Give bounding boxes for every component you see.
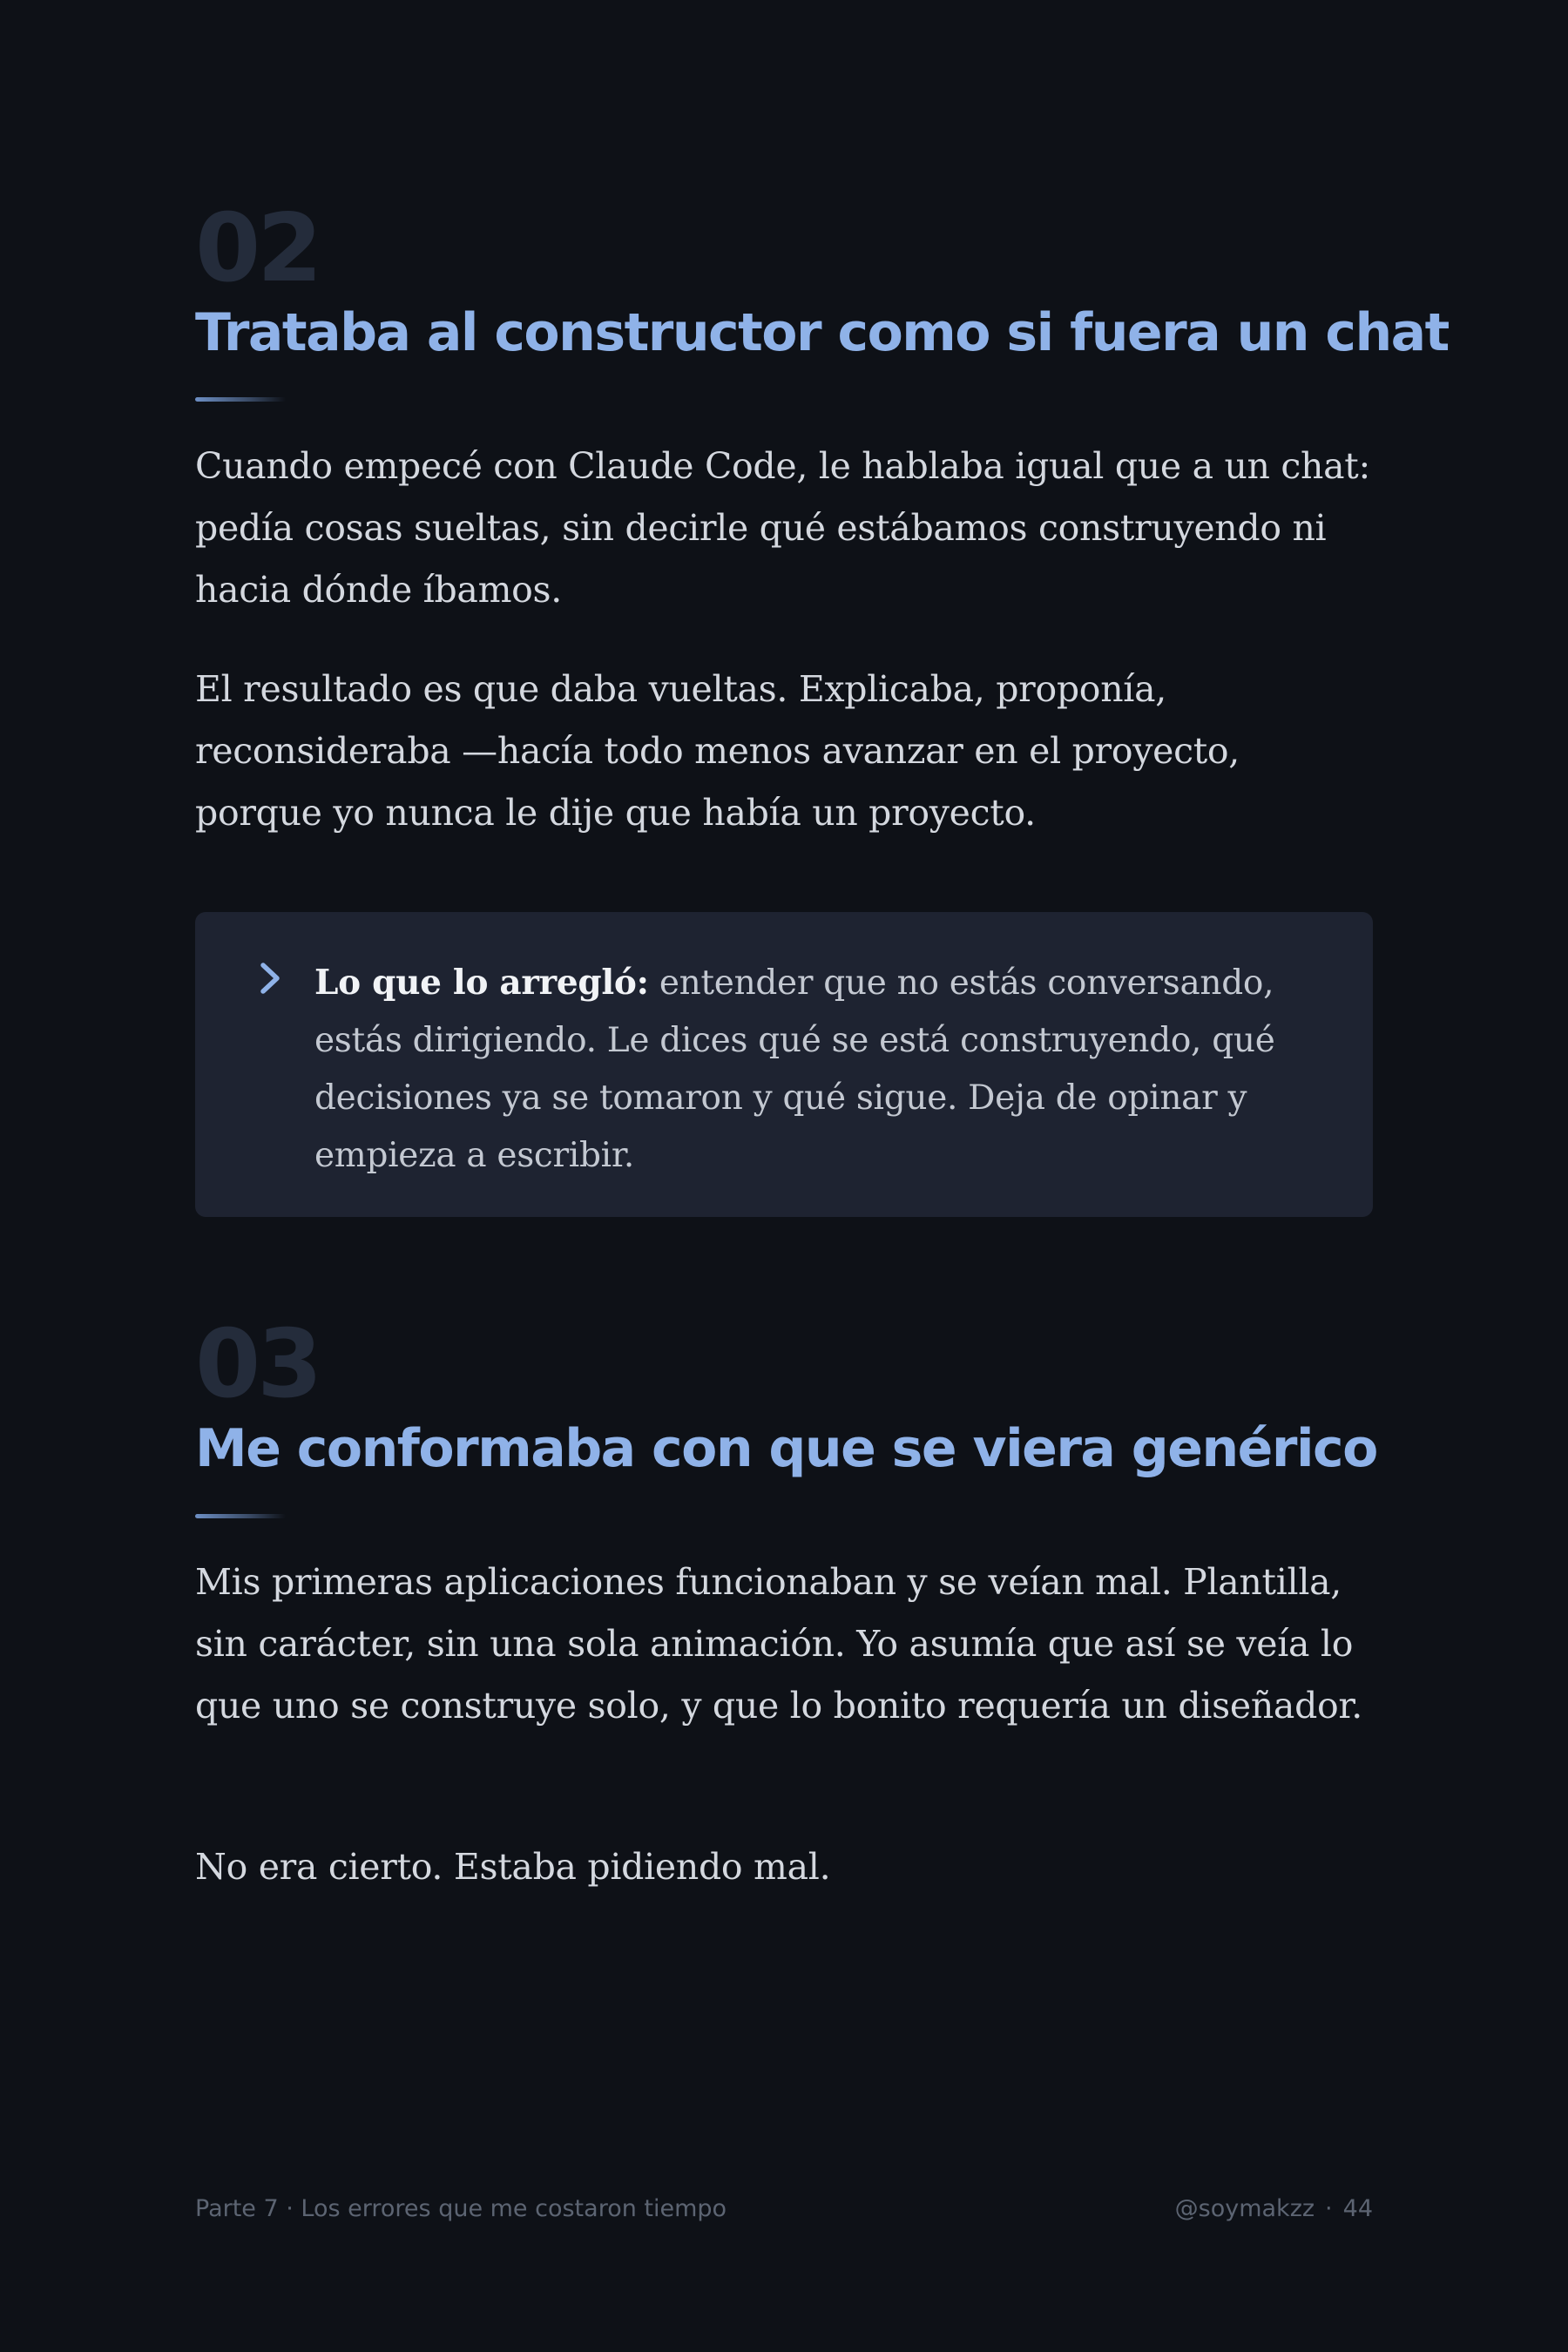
section-02-title-wrap xyxy=(195,301,1449,364)
title-underline xyxy=(195,397,1373,402)
footer-meta xyxy=(1175,2195,1373,2222)
section-title: Me conformaba con que se viera genérico xyxy=(195,1418,1377,1479)
title-accent-rule xyxy=(195,1514,286,1518)
section-02-body-2 xyxy=(195,659,1373,844)
footer-handle: @soymakzz xyxy=(1174,2195,1315,2222)
title-accent-rule xyxy=(195,397,286,402)
section-title: Trataba al constructor como si fuera un chat xyxy=(195,302,1449,363)
body-paragraph: El resultado es que daba vueltas. Explicaba, proponía, reconsideraba —hacía todo menos avanzar en el proyecto, porque yo nunca le dije que había un proyecto. xyxy=(195,668,1240,834)
section-03 xyxy=(195,1310,1373,1419)
footer-chapter: Parte 7 · Los errores que me costaron tiempo xyxy=(195,2195,727,2222)
callout-box xyxy=(195,912,1373,1217)
chevron-right-icon xyxy=(258,961,286,996)
section-number: 02 xyxy=(195,194,320,303)
page-footer xyxy=(195,2195,1373,2227)
body-paragraph: Cuando empecé con Claude Code, le hablaba igual que a un chat: pedía cosas sueltas, sin decirle qué estábamos construyendo ni hacia dónde íbamos. xyxy=(195,445,1370,611)
section-number: 03 xyxy=(195,1310,320,1419)
callout-body: entender que no estás conversando, estás dirigiendo. Le dices qué se está construyendo, qué decisiones ya se tomaron y qué sigue. Deja de opinar y empieza a escribir. xyxy=(314,963,1275,1175)
page-number: 44 xyxy=(1342,2195,1373,2222)
section-02-body xyxy=(195,436,1373,621)
document-page xyxy=(195,0,1449,2352)
footer-separator: · xyxy=(1325,2195,1333,2222)
section-02 xyxy=(195,194,1373,303)
body-paragraph: Mis primeras aplicaciones funcionaban y se veían mal. Plantilla, sin carácter, sin una sola animación. Yo asumía que así se veía lo que uno se construye solo, y que lo bonito requería un diseñador. xyxy=(195,1561,1362,1727)
title-underline xyxy=(195,1514,1373,1518)
callout-label: Lo que lo arregló: xyxy=(314,963,649,1003)
body-paragraph: No era cierto. Estaba pidiendo mal. xyxy=(195,1846,831,1888)
section-03-body xyxy=(195,1551,1373,1737)
callout-text xyxy=(314,954,1316,1185)
section-03-title-wrap xyxy=(195,1417,1377,1480)
section-03-body-2 xyxy=(195,1836,1373,1898)
